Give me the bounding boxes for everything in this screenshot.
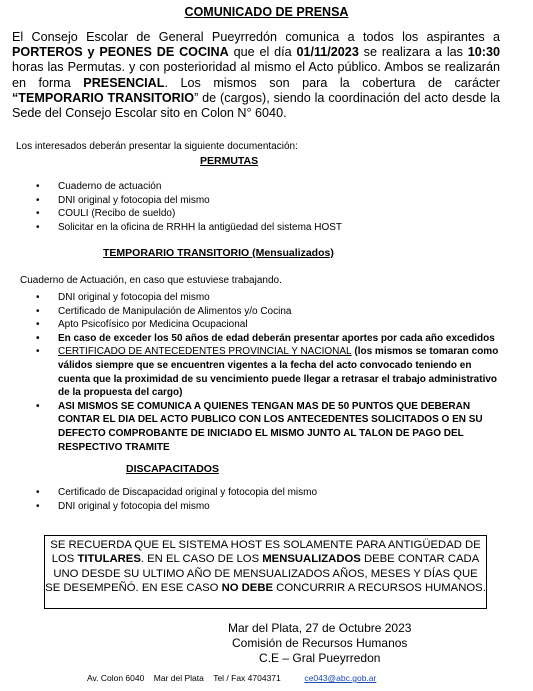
list-item-points-notice: • ASI MISMOS SE COMUNICA A QUIENES TENGAN MAS DE 50 PUNTOS QUE DEBERAN CONTAR EL DIA DEL ACTO PUBLICO CON LOS ANTECEDENTES SOLICITADOS O EN SU DEFECTO COMPROBANTE DE INICIADO EL MISMO JUNTO AL TALON DE PAGO DEL RESPECTIVO TRAMITE bbox=[36, 400, 501, 454]
footer-city: Mar del Plata bbox=[153, 673, 204, 683]
certificate-title: CERTIFICADO DE ANTECEDENTES PROVINCIAL Y NACIONAL bbox=[58, 346, 352, 358]
intro-text: El Consejo Escolar de General Pueyrredón comunica a todos los aspirantes a bbox=[12, 30, 500, 44]
intro-time: 10:30 bbox=[467, 45, 500, 60]
footer-address: Av. Colon 6040 bbox=[87, 673, 145, 683]
discapacitados-list bbox=[36, 486, 317, 513]
footer-phone: Tel / Fax 4704371 bbox=[213, 673, 281, 683]
list-item: • Cuaderno de actuación bbox=[36, 180, 342, 194]
list-item: • Certificado de Discapacidad original y fotocopia del mismo bbox=[36, 486, 317, 500]
certificate-conditions: (los mismos se tomaran como válidos siempre que se encuentren vigentes a la fecha del acto convocado teniendo en cuenta que la proximidad de su vencimiento puede llegar a retrasar el trabajo administrativo de la propuesta del cargo) bbox=[58, 346, 499, 399]
notice-text: DEBE CONTAR CADA UNO DESDE SU ULTIMO AÑO DE MENSUALIZADOS AÑOS, MESES Y DÍAS QUE SE DESEMPEÑÓ. EN ESE CASO bbox=[45, 553, 480, 594]
documentation-intro: Los interesados deberán presentar la siguiente documentación: bbox=[16, 141, 298, 152]
intro-text: . Los mismos son para la cobertura de carácter bbox=[164, 75, 500, 90]
signature-entity: C.E – Gral Pueyrredon bbox=[259, 651, 381, 665]
press-release-title: COMUNICADO DE PRENSA bbox=[184, 5, 349, 19]
list-item: • Solicitar en la oficina de RRHH la antigüedad del sistema HOST bbox=[36, 221, 342, 235]
signature-block bbox=[228, 621, 411, 666]
signature-commission: Comisión de Recursos Humanos bbox=[232, 636, 408, 650]
temporario-list bbox=[36, 291, 501, 454]
intro-text: horas las Permutas. y con posterioridad al mismo el Acto público. Ambos se realizarán en forma bbox=[12, 60, 500, 90]
intro-text: que el día bbox=[228, 45, 297, 60]
host-notice-box bbox=[44, 535, 487, 609]
permutas-list bbox=[36, 180, 342, 234]
intro-modality: PRESENCIAL bbox=[83, 75, 165, 90]
footer bbox=[87, 673, 376, 683]
list-item: • DNI original y fotocopia del mismo bbox=[36, 194, 342, 208]
discapacitados-heading: DISCAPACITADOS bbox=[126, 463, 219, 475]
list-item-certificate bbox=[36, 345, 501, 399]
footer-email-link[interactable]: ce043@abc.gob.ar bbox=[304, 673, 377, 683]
intro-text: ” de (cargos) bbox=[194, 90, 267, 105]
intro-positions: PORTEROS y PEONES DE COCINA bbox=[12, 45, 229, 60]
list-item: • DNI original y fotocopia del mismo bbox=[36, 291, 501, 305]
temporario-note: Cuaderno de Actuación, en caso que estuviese trabajando. bbox=[20, 275, 282, 286]
list-item: • DNI original y fotocopia del mismo bbox=[36, 500, 317, 514]
list-item-age-rule: • En caso de exceder los 50 años de edad deberán presentar aportes por cada año excedidos bbox=[36, 332, 501, 346]
list-item: • Apto Psicofísico por Medicina Ocupacional bbox=[36, 318, 501, 332]
signature-place-date: Mar del Plata, 27 de Octubre 2023 bbox=[228, 621, 412, 635]
notice-emphasis: TITULARES bbox=[77, 553, 141, 566]
notice-emphasis: NO DEBE bbox=[221, 581, 274, 594]
intro-paragraph bbox=[12, 30, 500, 121]
intro-text: se realizara a las bbox=[358, 45, 468, 60]
intro-date: 01/11/2023 bbox=[296, 45, 359, 60]
notice-emphasis: MENSUALIZADOS bbox=[262, 553, 361, 566]
list-item: • COULI (Recibo de sueldo) bbox=[36, 207, 342, 221]
notice-text: CONCURRIR A RECURSOS HUMANOS. bbox=[273, 581, 486, 594]
notice-text: SE RECUERDA QUE EL SISTEMA HOST ES SOLAMENTE PARA ANTIGÜEDAD DE LOS bbox=[50, 539, 481, 566]
permutas-heading: PERMUTAS bbox=[200, 155, 259, 167]
list-item: • Certificado de Manipulación de Alimentos y/o Cocina bbox=[36, 305, 501, 319]
notice-text: . EN EL CASO DE LOS bbox=[140, 553, 263, 566]
temporario-heading: TEMPORARIO TRANSITORIO (Mensualizados) bbox=[103, 247, 334, 259]
intro-text: , siendo la coordinación del acto desde la Sede del Consejo Escolar sito en Colon N° 6040. bbox=[12, 90, 501, 121]
intro-character: “TEMPORARIO TRANSITORIO bbox=[12, 90, 195, 105]
